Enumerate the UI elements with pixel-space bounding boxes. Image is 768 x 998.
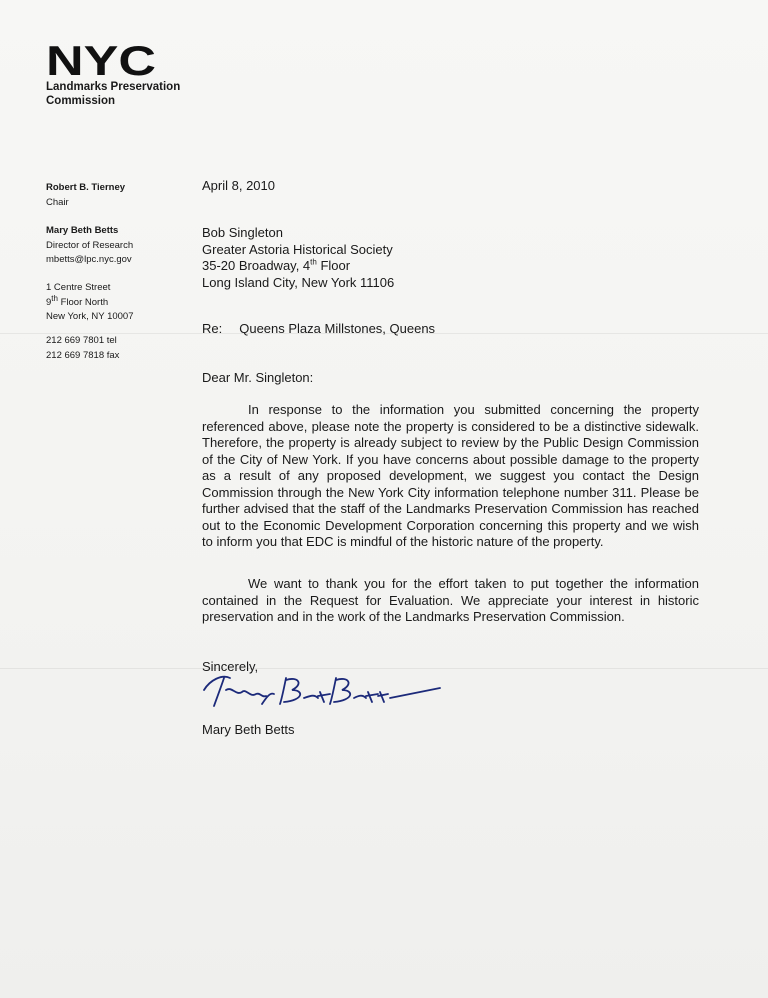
sidebar-address (46, 281, 134, 325)
sidebar-chair (46, 181, 125, 210)
recipient-city: Long Island City, New York 11106 (202, 274, 395, 290)
address-line3: New York, NY 10007 (46, 311, 134, 322)
re-label: Re: (202, 321, 223, 336)
director-email: mbetts@lpc.nyc.gov (46, 254, 132, 265)
chair-name: Robert B. Tierney (46, 182, 126, 193)
director-name: Mary Beth Betts (46, 225, 119, 236)
agency-line1: Landmarks Preservation (46, 81, 181, 93)
recipient-name: Bob Singleton (202, 225, 283, 240)
recipient-address (202, 225, 394, 291)
signer-name: Mary Beth Betts (202, 722, 295, 737)
agency-name (46, 80, 180, 108)
chair-title: Chair (46, 196, 69, 208)
salutation: Dear Mr. Singleton: (202, 370, 314, 385)
recipient-street: 35-20 Broadway, 4th Floor (202, 257, 351, 273)
tel-number: 212 669 7801 tel (46, 335, 117, 346)
address-line1: 1 Centre Street (46, 282, 111, 293)
letter-date: April 8, 2010 (202, 178, 275, 193)
sidebar-phone (46, 334, 119, 363)
re-line (202, 321, 435, 338)
recipient-org: Greater Astoria Historical Society (202, 241, 393, 257)
nyc-logo (46, 42, 158, 78)
director-title: Director of Research (46, 239, 134, 251)
re-subject: Queens Plaza Millstones, Queens (239, 321, 436, 336)
body-paragraph-2: We want to thank you for the effort taken to put together the information contained in the Request for Evaluation. We appreciate your interest in historic preservation and in the work of the Landmarks Preservation Commission. (202, 576, 699, 624)
body-paragraph-1: In response to the information you submitted concerning the property referenced above, please note the property is considered to be a distinctive sidewalk. Therefore, the property is already subject to review by the Public Design Commission of the City of New York. If you have concerns about possible damage to the property as a result of any proposed development, we suggest you contact the Design Commission through the New York City information telephone number 311. Please be further advised that the staff of the Landmarks Preservation Commission has reached out to the Economic Development Corporation concerning this property and we wish to inform you that EDC is mindful of the historic nature of the property. (202, 402, 699, 549)
closing: Sincerely, (202, 659, 259, 674)
address-line2: 9th Floor North (46, 293, 109, 308)
agency-line2: Commission (46, 95, 116, 107)
nyc-logo-text: NYC (46, 42, 156, 78)
handwritten-signature (200, 668, 445, 710)
fax-number: 212 669 7818 fax (46, 349, 120, 361)
sidebar-director (46, 224, 133, 268)
